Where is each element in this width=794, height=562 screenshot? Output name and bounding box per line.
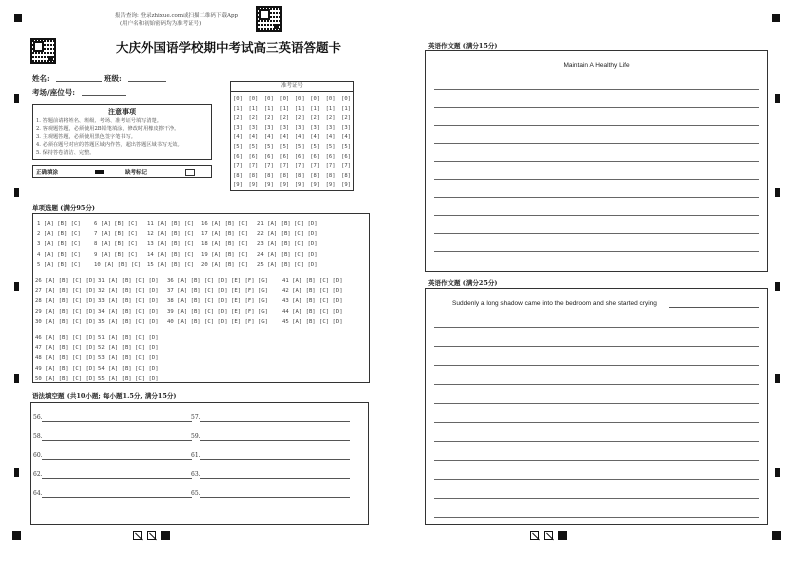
page-mark: [147, 531, 156, 540]
mcq-column: [37, 219, 81, 270]
timing-mark: [775, 282, 780, 291]
admission-digit-bubble[interactable]: [7]: [263, 163, 274, 170]
admission-digit-bubble[interactable]: [6]: [341, 153, 351, 160]
admission-digit-bubble[interactable]: [3]: [341, 124, 351, 131]
room-label: 考场/座位号:: [32, 88, 76, 97]
admission-digit-bubble[interactable]: [1]: [248, 105, 259, 112]
grammar-answer-line[interactable]: [200, 497, 350, 498]
page-mark: [558, 531, 567, 540]
page-mark: [530, 531, 539, 540]
mcq-question-row[interactable]: 10 [A] [B] [C]: [94, 261, 142, 268]
mcq-question-row[interactable]: 27 [A] [B] [C] [D]: [35, 288, 96, 295]
grammar-number: 64.: [33, 490, 43, 497]
writing2-prompt: Suddenly a long shadow came into the bedroom and she started crying: [452, 300, 657, 307]
admission-digit-bubble[interactable]: [8]: [310, 172, 321, 179]
class-label: 班级:: [104, 74, 122, 83]
mcq-question-row[interactable]: 48 [A] [B] [C] [D]: [35, 355, 96, 362]
grammar-answer-line[interactable]: [42, 497, 192, 498]
admission-digit-bubble[interactable]: [9]: [341, 182, 351, 189]
admission-digit-bubble[interactable]: [1]: [279, 105, 290, 112]
admission-digit-bubble[interactable]: [8]: [233, 172, 243, 179]
writing1-title: 英语作文题 (满分15分): [428, 42, 498, 50]
mcq-column: [167, 276, 268, 327]
grammar-answer-line[interactable]: [42, 478, 192, 479]
admission-digit-bubble[interactable]: [2]: [248, 115, 259, 122]
page-mark: [544, 531, 553, 540]
admission-digit-column[interactable]: [233, 95, 243, 191]
mcq-question-row[interactable]: 28 [A] [B] [C] [D]: [35, 298, 96, 305]
admission-digit-bubble[interactable]: [2]: [233, 115, 243, 122]
timing-mark: [14, 282, 19, 291]
timing-mark: [775, 468, 780, 477]
mcq-question-row[interactable]: 18 [A] [B] [C]: [201, 241, 249, 248]
corner-mark: [772, 14, 780, 22]
admission-digit-bubble[interactable]: [4]: [325, 134, 336, 141]
writing-line[interactable]: [434, 384, 759, 385]
grammar-answer-line[interactable]: [200, 440, 350, 441]
admission-digit-bubble[interactable]: [3]: [248, 124, 259, 131]
admission-digit-bubble[interactable]: [2]: [263, 115, 274, 122]
mcq-question-row[interactable]: 7 [A] [B] [C]: [94, 231, 138, 238]
mcq-question-row[interactable]: 55 [A] [B] [C] [D]: [98, 375, 159, 382]
mcq-question-row[interactable]: 22 [A] [B] [C] [D]: [257, 231, 318, 238]
admission-digit-bubble[interactable]: [4]: [310, 134, 321, 141]
mcq-question-row[interactable]: 6 [A] [B] [C]: [94, 221, 138, 227]
writing2-first-line[interactable]: [669, 307, 759, 308]
admission-digit-bubble[interactable]: [4]: [294, 134, 305, 141]
mcq-question-row[interactable]: 45 [A] [B] [C] [D]: [282, 318, 343, 325]
admission-digit-bubble[interactable]: [0]: [248, 96, 259, 102]
mcq-question-row[interactable]: 44 [A] [B] [C] [D]: [282, 308, 343, 315]
admission-digit-bubble[interactable]: [7]: [310, 163, 321, 170]
admission-digit-bubble[interactable]: [8]: [294, 172, 305, 179]
mcq-column: [282, 276, 343, 327]
writing1-prompt: Maintain A Healthy Life: [563, 62, 630, 69]
instruction-item: 5. 保持答卷清洁、完整。: [36, 150, 95, 156]
timing-mark: [14, 468, 19, 477]
writing-line[interactable]: [434, 125, 759, 126]
mcq-question-row[interactable]: 19 [A] [B] [C]: [201, 251, 249, 258]
admission-digit-bubble[interactable]: [7]: [294, 163, 305, 170]
admission-digit-column[interactable]: [295, 95, 305, 191]
writing-line[interactable]: [434, 251, 759, 252]
admission-digit-column[interactable]: [326, 95, 336, 191]
admission-digit-bubble[interactable]: [5]: [310, 143, 321, 150]
instructions-title: 注意事项: [108, 107, 136, 116]
writing-line[interactable]: [434, 89, 759, 90]
mcq-question-row[interactable]: 43 [A] [B] [C] [D]: [282, 298, 343, 305]
mcq-question-row[interactable]: 3 [A] [B] [C]: [37, 241, 81, 248]
admission-digit-bubble[interactable]: [3]: [279, 124, 290, 131]
mcq-title: 单项选题 (满分95分): [32, 204, 95, 212]
writing-line[interactable]: [434, 460, 759, 461]
admission-digit-bubble[interactable]: [7]: [341, 163, 351, 170]
writing-line[interactable]: [434, 107, 759, 108]
admission-digit-bubble[interactable]: [1]: [325, 105, 336, 112]
admission-digit-bubble[interactable]: [6]: [233, 153, 243, 160]
admission-digit-bubble[interactable]: [9]: [233, 182, 243, 189]
grammar-number: 60.: [33, 452, 43, 459]
admission-digit-bubble[interactable]: [3]: [294, 124, 305, 131]
mcq-question-row[interactable]: 14 [A] [B] [C]: [147, 251, 195, 258]
grammar-number: 58.: [33, 433, 43, 440]
admission-digit-bubble[interactable]: [2]: [341, 115, 351, 122]
instruction-item: 1. 答题前请将姓名、班级、考场、准考证号填写清楚。: [36, 118, 162, 124]
mcq-question-row[interactable]: 13 [A] [B] [C]: [147, 241, 195, 248]
admission-digit-bubble[interactable]: [5]: [325, 143, 336, 150]
admission-digit-bubble[interactable]: [6]: [263, 153, 274, 160]
admission-digit-bubble[interactable]: [8]: [263, 172, 274, 179]
grammar-answer-line[interactable]: [200, 478, 350, 479]
mcq-column: [98, 333, 159, 384]
admission-digit-bubble[interactable]: [6]: [310, 153, 321, 160]
admission-digit-bubble[interactable]: [0]: [263, 96, 274, 102]
page-mark: [161, 531, 170, 540]
admission-digit-bubble[interactable]: [3]: [263, 124, 274, 131]
grammar-number: 61.: [191, 452, 201, 459]
admission-digit-bubble[interactable]: [0]: [310, 96, 321, 102]
room-field[interactable]: [82, 95, 126, 96]
admission-digit-bubble[interactable]: [8]: [248, 172, 259, 179]
correct-fill-label: 正确填涂: [36, 170, 59, 176]
class-field[interactable]: [128, 81, 166, 82]
admission-digit-bubble[interactable]: [9]: [263, 182, 274, 189]
admission-digit-bubble[interactable]: [6]: [294, 153, 305, 160]
fill-example-box: [32, 165, 212, 178]
writing1-box: [425, 50, 768, 272]
grammar-number: 59.: [191, 433, 201, 440]
admission-digit-column[interactable]: [279, 95, 289, 191]
admission-digit-bubble[interactable]: [4]: [279, 134, 290, 141]
writing-line[interactable]: [434, 517, 759, 518]
grammar-number: 65.: [191, 490, 201, 497]
admission-digit-bubble[interactable]: [7]: [325, 163, 336, 170]
admission-digit-bubble[interactable]: [7]: [233, 163, 243, 170]
mcq-question-row[interactable]: 37 [A] [B] [C] [D] [E] [F] [G]: [167, 288, 269, 295]
report-notice: 报告查询: 登录zhixue.com或扫描二维码下载App: [115, 13, 239, 19]
admission-digit-bubble[interactable]: [9]: [294, 182, 305, 189]
mcq-column: [94, 219, 141, 270]
grammar-number: 62.: [33, 471, 43, 478]
mcq-question-row[interactable]: 47 [A] [B] [C] [D]: [35, 345, 96, 352]
writing-line[interactable]: [434, 161, 759, 162]
admission-digit-bubble[interactable]: [6]: [279, 153, 290, 160]
admission-number-label: 准考证号: [231, 82, 353, 92]
mcq-question-row[interactable]: 1 [A] [B] [C]: [37, 221, 81, 227]
admission-digit-bubble[interactable]: [1]: [233, 105, 243, 112]
grammar-answer-line[interactable]: [200, 421, 350, 422]
admission-digit-bubble[interactable]: [3]: [325, 124, 336, 131]
grammar-answer-line[interactable]: [42, 459, 192, 460]
absent-mark-checkbox[interactable]: [185, 169, 195, 176]
mcq-question-row[interactable]: 21 [A] [B] [C] [D]: [257, 221, 318, 227]
admission-digit-bubble[interactable]: [5]: [233, 143, 243, 150]
absent-mark-label: 缺考标记: [125, 170, 148, 176]
name-field[interactable]: [56, 81, 102, 82]
instructions-list: [33, 117, 211, 157]
admission-digit-bubble[interactable]: [6]: [248, 153, 259, 160]
admission-digit-bubble[interactable]: [4]: [263, 134, 274, 141]
admission-digit-bubble[interactable]: [8]: [279, 172, 290, 179]
admission-digit-bubble[interactable]: [2]: [325, 115, 336, 122]
admission-digit-bubble[interactable]: [3]: [233, 124, 243, 131]
mcq-question-row[interactable]: 34 [A] [B] [C] [D]: [98, 308, 159, 315]
timing-mark: [14, 374, 19, 383]
mcq-question-row[interactable]: 16 [A] [B] [C]: [201, 221, 249, 227]
admission-digit-bubble[interactable]: [1]: [294, 105, 305, 112]
writing-line[interactable]: [434, 498, 759, 499]
corner-mark: [12, 531, 21, 540]
writing-line[interactable]: [434, 365, 759, 366]
corner-mark: [14, 14, 22, 22]
mcq-question-row[interactable]: 5 [A] [B] [C]: [37, 261, 81, 268]
admission-digit-bubble[interactable]: [8]: [341, 172, 351, 179]
admission-digit-bubble[interactable]: [0]: [233, 96, 243, 102]
timing-mark: [775, 374, 780, 383]
writing-line[interactable]: [434, 143, 759, 144]
writing2-box: [425, 288, 768, 525]
instructions-box: [32, 104, 212, 160]
student-qr-code: [30, 38, 56, 64]
instruction-item: 4. 必须在题号对应的答题区域内作答，超出答题区域书写无效。: [36, 142, 183, 148]
mcq-question-row[interactable]: 4 [A] [B] [C]: [37, 251, 81, 258]
admission-digit-bubble[interactable]: [5]: [341, 143, 351, 150]
timing-mark: [775, 94, 780, 103]
mcq-question-row[interactable]: 29 [A] [B] [C] [D]: [35, 308, 96, 315]
admission-digit-bubble[interactable]: [9]: [310, 182, 321, 189]
admission-digit-bubble[interactable]: [5]: [248, 143, 259, 150]
admission-digit-bubble[interactable]: [0]: [341, 96, 351, 102]
admission-digit-column[interactable]: [341, 95, 351, 191]
admission-digit-bubble[interactable]: [1]: [310, 105, 321, 112]
mcq-box: [32, 213, 370, 383]
instruction-item: 3. 主观题答题，必须使用黑色签字笔书写。: [36, 134, 136, 140]
writing-line[interactable]: [434, 233, 759, 234]
writing-line[interactable]: [434, 346, 759, 347]
mcq-question-row[interactable]: 31 [A] [B] [C] [D]: [98, 278, 159, 284]
admission-digit-bubble[interactable]: [6]: [325, 153, 336, 160]
mcq-question-row[interactable]: 53 [A] [B] [C] [D]: [98, 355, 159, 362]
mcq-question-row[interactable]: 49 [A] [B] [C] [D]: [35, 365, 96, 372]
password-notice: (用户名和初始密码均为准考证号): [120, 21, 202, 27]
admission-digit-bubble[interactable]: [5]: [279, 143, 290, 150]
mcq-question-row[interactable]: 32 [A] [B] [C] [D]: [98, 288, 159, 295]
writing-line[interactable]: [434, 179, 759, 180]
admission-digit-bubble[interactable]: [0]: [294, 96, 305, 102]
mcq-question-row[interactable]: 25 [A] [B] [C] [D]: [257, 261, 318, 268]
admission-digit-bubble[interactable]: [2]: [279, 115, 290, 122]
admission-digit-bubble[interactable]: [1]: [341, 105, 351, 112]
mcq-question-row[interactable]: 12 [A] [B] [C]: [147, 231, 195, 238]
timing-mark: [14, 188, 19, 197]
admission-digit-bubble[interactable]: [4]: [341, 134, 351, 141]
mcq-column: [147, 219, 194, 270]
mcq-question-row[interactable]: 2 [A] [B] [C]: [37, 231, 81, 238]
admission-digit-bubble[interactable]: [7]: [248, 163, 259, 170]
grammar-number: 57.: [191, 414, 201, 421]
admission-digit-column[interactable]: [264, 95, 274, 191]
mcq-question-row[interactable]: 51 [A] [B] [C] [D]: [98, 335, 159, 341]
mcq-question-row[interactable]: 36 [A] [B] [C] [D] [E] [F] [G]: [167, 278, 269, 284]
admission-digit-bubble[interactable]: [5]: [263, 143, 274, 150]
mcq-column: [201, 219, 248, 270]
mcq-column: [35, 276, 96, 327]
mcq-column: [35, 333, 96, 384]
admission-digit-column[interactable]: [248, 95, 258, 191]
admission-digit-bubble[interactable]: [1]: [263, 105, 274, 112]
timing-mark: [14, 94, 19, 103]
page-title: 大庆外国语学校期中考试高三英语答题卡: [116, 40, 342, 55]
correct-fill-sample: [95, 170, 104, 174]
grammar-answer-line[interactable]: [200, 459, 350, 460]
mcq-question-row[interactable]: 8 [A] [B] [C]: [94, 241, 138, 248]
admission-digit-bubble[interactable]: [9]: [248, 182, 259, 189]
grammar-answer-line[interactable]: [42, 440, 192, 441]
mcq-column: [98, 276, 159, 327]
admission-digit-bubble[interactable]: [5]: [294, 143, 305, 150]
admission-digit-bubble[interactable]: [0]: [279, 96, 290, 102]
grammar-answer-line[interactable]: [42, 421, 192, 422]
admission-digit-bubble[interactable]: [9]: [325, 182, 336, 189]
name-label: 姓名:: [32, 74, 50, 83]
admission-digit-bubble[interactable]: [3]: [310, 124, 321, 131]
admission-digit-bubble[interactable]: [7]: [279, 163, 290, 170]
mcq-question-row[interactable]: 30 [A] [B] [C] [D]: [35, 318, 96, 325]
grammar-number: 63.: [191, 471, 201, 478]
app-qr-code: [256, 6, 282, 32]
admission-digit-bubble[interactable]: [8]: [325, 172, 336, 179]
writing-line[interactable]: [434, 197, 759, 198]
mcq-question-row[interactable]: 20 [A] [B] [C]: [201, 261, 249, 268]
grammar-box: [30, 402, 369, 525]
mcq-column: [257, 219, 318, 270]
mcq-question-row[interactable]: 24 [A] [B] [C] [D]: [257, 251, 318, 258]
mcq-question-row[interactable]: 38 [A] [B] [C] [D] [E] [F] [G]: [167, 298, 269, 305]
admission-number-box: [230, 81, 354, 191]
writing2-title: 英语作文题 (满分25分): [428, 279, 498, 287]
page-mark: [133, 531, 142, 540]
admission-digit-bubble[interactable]: [4]: [248, 134, 259, 141]
mcq-question-row[interactable]: 26 [A] [B] [C] [D]: [35, 278, 96, 284]
writing-line[interactable]: [434, 422, 759, 423]
mcq-question-row[interactable]: 11 [A] [B] [C]: [147, 221, 195, 227]
writing-line[interactable]: [434, 403, 759, 404]
mcq-question-row[interactable]: 50 [A] [B] [C] [D]: [35, 375, 96, 382]
mcq-question-row[interactable]: 33 [A] [B] [C] [D]: [98, 298, 159, 305]
mcq-question-row[interactable]: 41 [A] [B] [C] [D]: [282, 278, 343, 284]
mcq-question-row[interactable]: 52 [A] [B] [C] [D]: [98, 345, 159, 352]
writing-line[interactable]: [434, 327, 759, 328]
mcq-question-row[interactable]: 9 [A] [B] [C]: [94, 251, 138, 258]
mcq-question-row[interactable]: 40 [A] [B] [C] [D] [E] [F] [G]: [167, 318, 269, 325]
instruction-item: 2. 客观题答题，必须使用2B铅笔填涂，修改时用橡皮擦干净。: [36, 126, 180, 132]
grammar-number: 56.: [33, 414, 43, 421]
mcq-question-row[interactable]: 15 [A] [B] [C]: [147, 261, 195, 268]
corner-mark: [772, 531, 781, 540]
writing-line[interactable]: [434, 215, 759, 216]
mcq-question-row[interactable]: 54 [A] [B] [C] [D]: [98, 365, 159, 372]
admission-digit-bubble[interactable]: [9]: [279, 182, 290, 189]
mcq-question-row[interactable]: 46 [A] [B] [C] [D]: [35, 335, 96, 341]
admission-digit-bubble[interactable]: [2]: [310, 115, 321, 122]
mcq-question-row[interactable]: 23 [A] [B] [C] [D]: [257, 241, 318, 248]
admission-digit-bubble[interactable]: [2]: [294, 115, 305, 122]
admission-digit-bubble[interactable]: [4]: [233, 134, 243, 141]
writing-line[interactable]: [434, 479, 759, 480]
grammar-title: 语法填空题 (共10小题; 每小题1.5分, 满分15分): [32, 392, 177, 400]
mcq-question-row[interactable]: 35 [A] [B] [C] [D]: [98, 318, 159, 325]
admission-digit-bubble[interactable]: [0]: [325, 96, 336, 102]
writing-line[interactable]: [434, 441, 759, 442]
mcq-question-row[interactable]: 42 [A] [B] [C] [D]: [282, 288, 343, 295]
mcq-question-row[interactable]: 17 [A] [B] [C]: [201, 231, 249, 238]
admission-digit-column[interactable]: [310, 95, 320, 191]
mcq-question-row[interactable]: 39 [A] [B] [C] [D] [E] [F] [G]: [167, 308, 269, 315]
admission-number-grid[interactable]: [231, 92, 353, 191]
timing-mark: [775, 188, 780, 197]
